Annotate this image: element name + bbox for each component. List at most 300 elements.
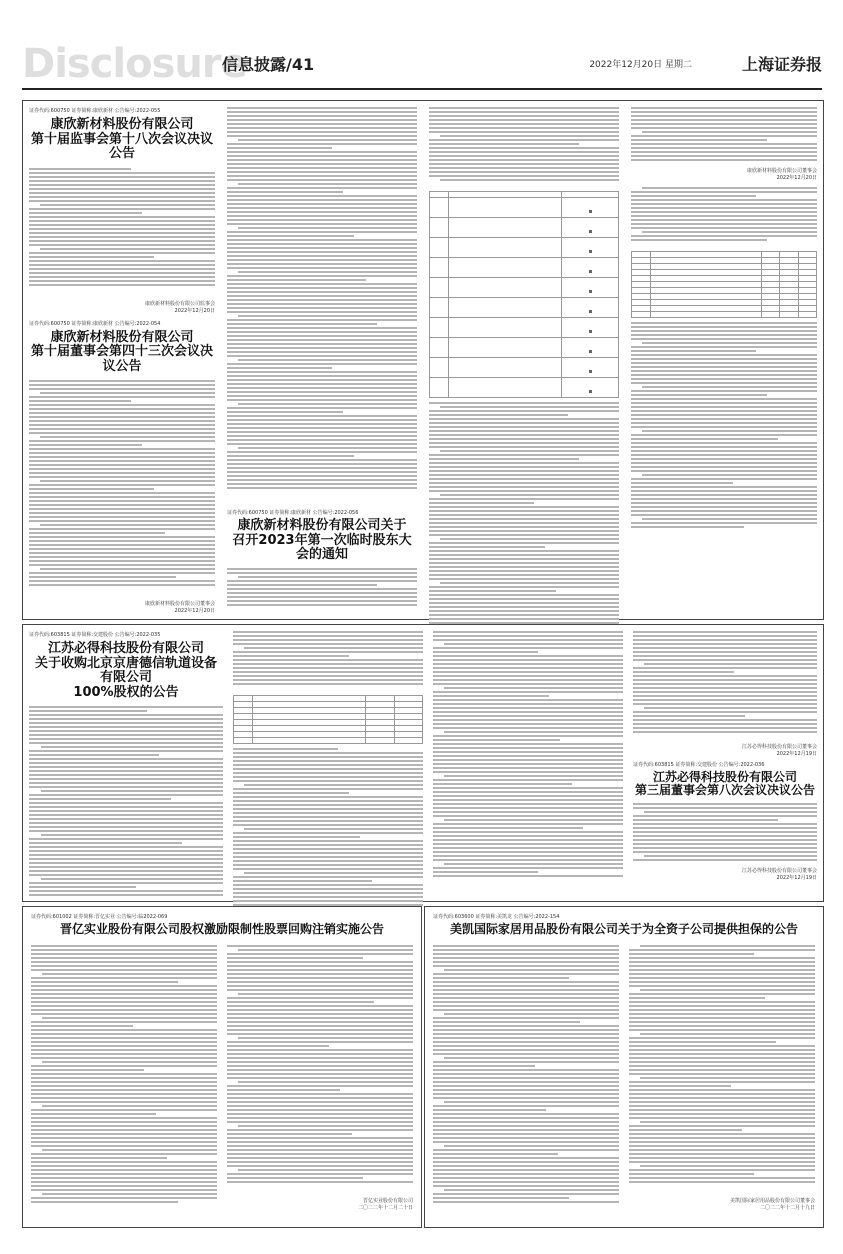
table-row <box>430 298 619 318</box>
text-line <box>29 224 215 226</box>
text-line <box>433 1061 619 1063</box>
text-line <box>429 514 619 516</box>
text-line <box>433 735 623 737</box>
text-line <box>640 1033 815 1035</box>
text-line <box>429 171 619 173</box>
text-line <box>631 394 767 396</box>
text-line <box>631 362 817 364</box>
text-line <box>29 830 223 832</box>
text-line <box>227 199 417 201</box>
announcement-title-line-2: 第十届董事会第四十三次会议决议公告 <box>30 344 213 374</box>
text-line <box>629 1061 815 1063</box>
text-line <box>31 945 217 947</box>
text-line <box>429 454 619 456</box>
text-line <box>633 815 817 817</box>
text-line <box>642 342 817 344</box>
text-line <box>29 706 223 708</box>
text-line <box>233 667 423 669</box>
text-line <box>629 1045 815 1047</box>
text-line <box>429 155 619 157</box>
text-line <box>233 776 423 778</box>
text-line <box>40 568 215 570</box>
financial-table <box>233 695 423 744</box>
text-line <box>631 338 817 340</box>
text-line <box>233 752 423 754</box>
body-text <box>29 706 223 906</box>
text-line <box>633 847 817 849</box>
text-line <box>29 738 223 740</box>
text-line <box>631 370 817 372</box>
check-mark-icon <box>589 250 592 253</box>
text-line <box>429 498 619 500</box>
bidewin-col-2 <box>233 631 423 918</box>
text-line <box>227 1077 413 1079</box>
text-line <box>429 151 619 153</box>
text-line <box>633 651 817 653</box>
text-line <box>629 1097 815 1099</box>
text-line <box>29 216 215 218</box>
text-line <box>433 875 623 877</box>
text-line <box>227 431 417 433</box>
jinyi-announcement-block <box>22 906 422 1228</box>
text-line <box>433 663 623 665</box>
text-line <box>29 244 215 246</box>
text-line <box>433 791 623 793</box>
table-cell <box>448 358 561 378</box>
text-line <box>629 1013 815 1015</box>
text-line <box>433 1037 619 1039</box>
text-line <box>29 580 215 582</box>
text-line <box>29 468 215 470</box>
table-cell <box>562 278 619 298</box>
text-line <box>631 195 756 197</box>
text-line <box>629 977 815 979</box>
text-line <box>433 1137 619 1139</box>
table-cell <box>430 318 449 338</box>
text-line <box>433 667 623 669</box>
text-line <box>440 582 619 584</box>
text-line <box>227 243 417 245</box>
text-line <box>227 1161 413 1163</box>
text-line <box>233 675 423 677</box>
text-line <box>227 163 417 165</box>
text-line <box>238 315 417 317</box>
text-line <box>227 1097 413 1099</box>
text-line <box>29 866 223 868</box>
text-line <box>29 412 215 414</box>
text-line <box>433 767 623 769</box>
text-line <box>233 631 423 633</box>
text-line <box>29 448 215 450</box>
jinyi-col-2 <box>227 945 413 1211</box>
text-line <box>227 327 417 329</box>
text-line <box>631 418 817 420</box>
text-line <box>31 1001 217 1003</box>
text-line <box>29 408 215 410</box>
text-line <box>29 168 131 170</box>
text-line <box>227 203 417 205</box>
text-line <box>429 610 619 612</box>
text-line <box>227 1133 352 1135</box>
check-mark-icon <box>589 310 592 313</box>
text-line <box>633 671 734 673</box>
text-line <box>433 755 623 757</box>
text-line <box>227 435 417 437</box>
text-line <box>631 215 817 217</box>
text-line <box>227 215 417 217</box>
text-line <box>429 510 619 512</box>
text-line <box>433 1017 619 1019</box>
text-line <box>238 359 417 361</box>
text-line <box>233 655 349 657</box>
text-line <box>429 602 619 604</box>
text-line <box>433 957 619 959</box>
text-line <box>31 977 217 979</box>
text-line <box>433 655 623 657</box>
text-line <box>227 1137 413 1139</box>
text-line <box>433 1009 619 1011</box>
text-line <box>631 235 817 237</box>
text-line <box>29 380 215 382</box>
text-line <box>233 844 423 846</box>
text-line <box>429 558 619 560</box>
text-line <box>433 651 538 653</box>
text-line <box>629 949 815 951</box>
text-line <box>631 219 817 221</box>
text-line <box>629 1101 815 1103</box>
text-line <box>631 322 817 324</box>
body-text <box>227 945 413 1195</box>
text-line <box>29 232 215 234</box>
text-line <box>29 762 223 764</box>
text-line <box>227 195 417 197</box>
text-line <box>227 600 417 602</box>
text-line <box>631 358 817 360</box>
text-line <box>233 635 423 637</box>
check-mark-icon <box>589 210 592 213</box>
text-line <box>433 747 623 749</box>
text-line <box>31 989 217 991</box>
text-line <box>29 822 223 824</box>
table-cell <box>430 278 449 298</box>
text-line <box>233 643 423 645</box>
text-line <box>644 855 817 857</box>
body-text <box>29 380 215 598</box>
signature <box>631 167 817 181</box>
text-line <box>629 1065 815 1067</box>
text-line <box>31 1133 217 1135</box>
text-line <box>227 1089 340 1091</box>
text-line <box>429 446 619 448</box>
text-line <box>227 1073 413 1075</box>
text-line <box>227 1093 413 1095</box>
text-line <box>31 1065 217 1067</box>
text-line <box>29 894 223 896</box>
text-line <box>429 586 619 588</box>
text-line <box>40 436 215 438</box>
text-line <box>633 639 817 641</box>
text-line <box>227 411 343 413</box>
text-line <box>233 880 372 882</box>
text-line <box>29 280 215 282</box>
signature-date: 2022年12月20日 <box>174 307 215 314</box>
text-line <box>29 786 223 788</box>
text-line <box>227 997 413 999</box>
text-line <box>31 1049 217 1051</box>
text-line <box>633 819 778 821</box>
text-line <box>41 746 223 748</box>
text-line <box>227 572 417 574</box>
text-line <box>31 1081 217 1083</box>
table-row <box>430 378 619 398</box>
text-line <box>631 422 817 424</box>
text-line <box>433 823 623 825</box>
text-line <box>429 470 619 472</box>
text-line <box>631 135 817 137</box>
text-line <box>29 782 223 784</box>
text-line <box>29 228 215 230</box>
text-line <box>629 1161 815 1163</box>
text-line <box>631 390 817 392</box>
check-mark-icon <box>589 330 592 333</box>
text-line <box>29 460 215 462</box>
text-line <box>631 227 817 229</box>
check-mark-icon <box>589 370 592 373</box>
text-line <box>433 1113 619 1115</box>
table-row <box>632 312 817 318</box>
text-line <box>41 834 223 836</box>
text-line <box>233 748 338 750</box>
text-line <box>433 1133 619 1135</box>
text-line <box>429 562 619 564</box>
text-line <box>433 751 623 753</box>
text-line <box>433 993 619 995</box>
text-line <box>41 878 223 880</box>
text-line <box>640 945 815 947</box>
text-line <box>433 719 623 721</box>
text-line <box>629 1037 815 1039</box>
bidewin-col-4 <box>633 631 817 881</box>
text-line <box>29 742 223 744</box>
text-line <box>31 961 217 963</box>
kangxin-col-1 <box>29 107 215 614</box>
text-line <box>233 860 423 862</box>
text-line <box>631 203 817 205</box>
text-line <box>433 847 623 849</box>
text-line <box>631 410 817 412</box>
text-line <box>629 1181 815 1183</box>
text-line <box>29 734 223 736</box>
text-line <box>29 858 223 860</box>
body-text <box>629 945 815 1195</box>
text-line <box>433 811 623 813</box>
text-line <box>640 1121 815 1123</box>
text-line <box>238 949 413 951</box>
text-line <box>429 614 619 616</box>
text-line <box>629 1145 815 1147</box>
text-line <box>227 957 363 959</box>
signature <box>29 600 215 614</box>
text-line <box>433 961 619 963</box>
text-line <box>29 508 215 510</box>
text-line <box>440 538 619 540</box>
text-line <box>29 552 215 554</box>
text-line <box>631 354 817 356</box>
text-line <box>29 500 215 502</box>
text-line <box>433 1129 619 1131</box>
text-line <box>433 695 549 697</box>
text-line <box>433 1157 619 1159</box>
text-line <box>227 596 417 598</box>
text-line <box>631 346 817 348</box>
body-text <box>633 803 817 865</box>
text-line <box>42 1193 217 1195</box>
text-line <box>631 223 817 225</box>
text-line <box>629 1117 815 1119</box>
text-line <box>227 985 413 987</box>
text-line <box>227 259 417 261</box>
text-line <box>433 779 623 781</box>
text-line <box>227 155 417 157</box>
text-line <box>227 1041 413 1043</box>
text-line <box>227 1129 413 1131</box>
text-line <box>29 476 215 478</box>
text-line <box>629 1125 815 1127</box>
text-line <box>233 792 349 794</box>
text-line <box>238 1037 413 1039</box>
text-line <box>227 339 417 341</box>
text-line <box>629 1113 815 1115</box>
text-line <box>631 442 817 444</box>
text-line <box>433 1065 535 1067</box>
text-line <box>642 386 817 388</box>
text-line <box>433 1149 619 1151</box>
text-line <box>29 184 215 186</box>
text-line <box>31 1089 217 1091</box>
signature <box>633 867 817 881</box>
text-line <box>227 131 417 133</box>
text-line <box>642 131 817 133</box>
check-mark-icon <box>589 230 592 233</box>
text-line <box>227 989 413 991</box>
text-line <box>633 843 817 845</box>
text-line <box>633 675 817 677</box>
text-line <box>433 1185 619 1187</box>
meikai-col-1 <box>433 945 619 1219</box>
signature-org: 晋亿实业股份有限公司 <box>362 1198 413 1204</box>
text-line <box>633 827 817 829</box>
text-line <box>444 1057 619 1059</box>
text-line <box>633 719 817 721</box>
text-line <box>29 452 215 454</box>
text-line <box>31 1145 217 1147</box>
text-line <box>433 977 569 979</box>
text-line <box>631 450 817 452</box>
text-line <box>633 659 817 661</box>
text-line <box>29 774 223 776</box>
text-line <box>227 159 417 161</box>
text-line <box>233 884 423 886</box>
text-line <box>433 683 623 685</box>
text-line <box>227 423 417 425</box>
text-line <box>227 407 417 409</box>
text-line <box>433 679 623 681</box>
table-cell <box>448 218 561 238</box>
table-cell <box>430 338 449 358</box>
text-line <box>227 981 413 983</box>
text-line <box>227 1117 413 1119</box>
text-line <box>429 502 534 504</box>
text-line <box>631 127 817 129</box>
table-cell <box>562 318 619 338</box>
text-line <box>433 859 623 861</box>
text-line <box>31 1113 156 1115</box>
signature-date: 二〇二二年十二月二十日 <box>357 1205 413 1211</box>
text-line <box>29 484 215 486</box>
kangxin-col-4 <box>631 107 817 542</box>
text-line <box>631 462 817 464</box>
text-line <box>227 211 417 213</box>
signature-org: 美凯国际家居用品股份有限公司董事会 <box>729 1198 815 1204</box>
text-line <box>227 107 417 109</box>
text-line <box>238 993 413 995</box>
text-line <box>227 487 417 489</box>
text-line <box>238 139 417 141</box>
text-line <box>633 807 817 809</box>
text-line <box>429 119 619 121</box>
text-line <box>631 155 817 157</box>
text-line <box>429 167 619 169</box>
text-line <box>233 671 423 673</box>
text-line <box>233 780 423 782</box>
text-line <box>227 1005 413 1007</box>
text-line <box>444 1145 619 1147</box>
text-line <box>29 444 142 446</box>
table-cell <box>430 358 449 378</box>
body-text <box>433 945 619 1219</box>
text-line <box>227 604 417 606</box>
text-line <box>29 416 215 418</box>
text-line <box>227 331 417 333</box>
text-line <box>29 236 215 238</box>
text-line <box>29 428 215 430</box>
table-cell <box>448 318 561 338</box>
text-line <box>31 1189 217 1191</box>
text-line <box>227 299 417 301</box>
text-line <box>633 687 817 689</box>
text-line <box>227 191 343 193</box>
text-line <box>633 835 817 837</box>
text-line <box>29 252 215 254</box>
text-line <box>227 1009 413 1011</box>
table-cell <box>234 738 253 744</box>
text-line <box>629 1073 815 1075</box>
text-line <box>29 838 223 840</box>
text-line <box>227 443 417 445</box>
text-line <box>429 574 619 576</box>
table-cell <box>448 238 561 258</box>
text-line <box>227 251 417 253</box>
table-cell <box>448 378 561 398</box>
announcement-title-line-2: 召开2023年第一次临时股东大会的通知 <box>232 532 412 563</box>
text-line <box>631 438 778 440</box>
text-line <box>631 526 744 528</box>
text-line <box>233 788 423 790</box>
check-mark-icon <box>589 390 592 393</box>
text-line <box>433 871 538 873</box>
table-cell <box>430 378 449 398</box>
text-line <box>227 483 417 485</box>
